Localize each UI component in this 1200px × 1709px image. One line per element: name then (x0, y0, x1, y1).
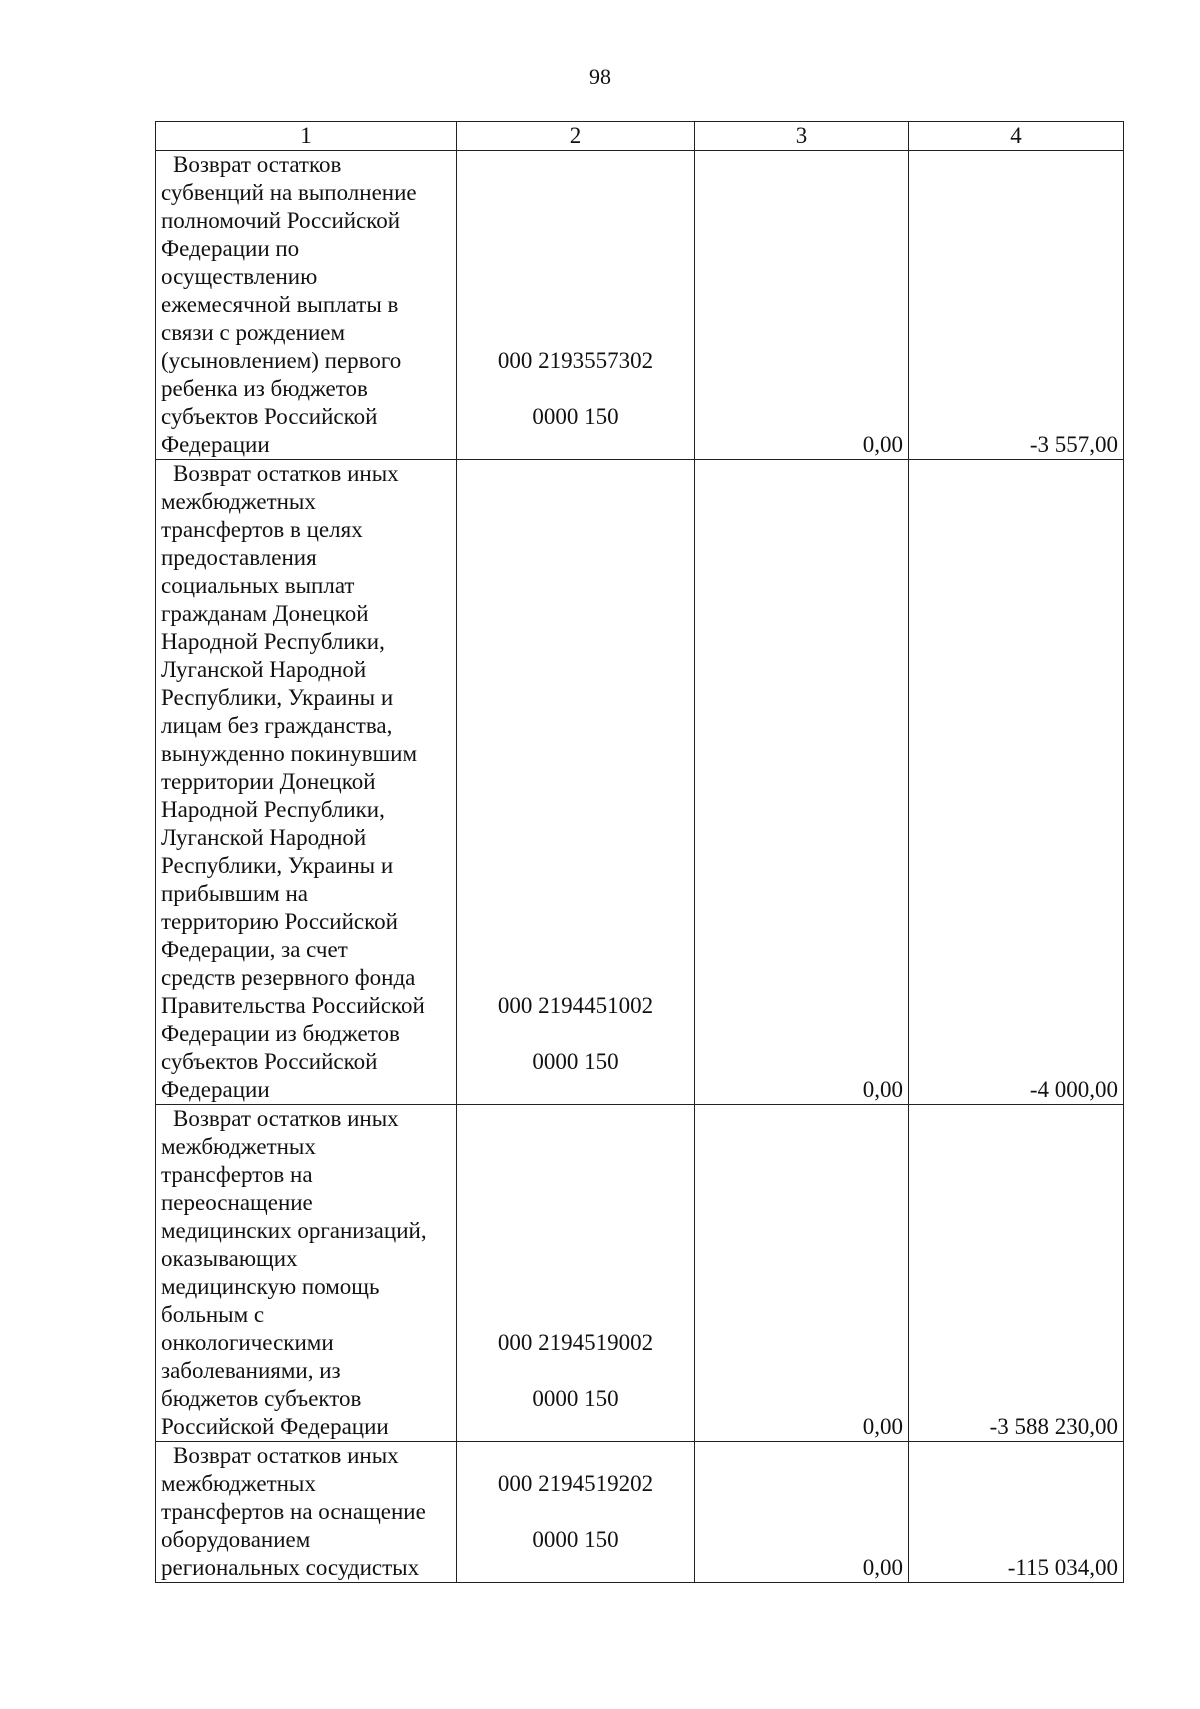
row-name-cell (156, 1105, 457, 1442)
code-line-1: 000 2193557302 (497, 348, 654, 373)
name-line: бюджетов субъектов (161, 1386, 362, 1411)
name-line: предоставления (161, 545, 317, 570)
row-col3-cell: 0,00 (695, 1105, 909, 1442)
name-line: трансфертов на (161, 1162, 313, 1187)
name-line: Правительства Российской (161, 993, 425, 1018)
name-line: заболеваниями, из (161, 1358, 341, 1383)
row-col3-cell: 0,00 (695, 151, 909, 460)
name-line: Федерации из бюджетов (161, 1021, 400, 1046)
code-line-2: 0000 150 (532, 1527, 619, 1552)
row-name-cell (156, 460, 457, 1105)
name-line: Федерации (161, 1077, 270, 1102)
table-row (156, 460, 1124, 1105)
code-line-1: 000 2194519202 (497, 1471, 654, 1496)
name-line: межбюджетных (161, 1471, 316, 1496)
name-line: лицам без гражданства, (161, 713, 393, 738)
column-header-3: 3 (695, 122, 909, 151)
row-col4-cell: -4 000,00 (909, 460, 1124, 1105)
name-line: Федерации по (161, 236, 300, 261)
name-line: Республики, Украины и (161, 853, 394, 878)
name-line: территорию Российской (161, 909, 398, 934)
name-line: связи с рождением (161, 320, 346, 345)
name-line: Возврат остатков (173, 152, 342, 177)
column-header-1: 1 (156, 122, 457, 151)
name-line: средств резервного фонда (161, 965, 416, 990)
row-name-cell (156, 151, 457, 460)
name-line: ребенка из бюджетов (161, 376, 368, 401)
page-number: 98 (589, 64, 611, 89)
name-line: Возврат остатков иных (173, 1106, 399, 1131)
row-code-cell (457, 1442, 695, 1583)
column-header-4: 4 (909, 122, 1124, 151)
name-line: субъектов Российской (161, 404, 378, 429)
name-line: социальных выплат (161, 573, 355, 598)
row-code-cell (457, 460, 695, 1105)
row-col3-cell: 0,00 (695, 1442, 909, 1583)
name-line: Народной Республики, (161, 629, 385, 654)
row-code-cell (457, 1105, 695, 1442)
name-line: прибывшим на (161, 881, 308, 906)
name-line: Возврат остатков иных (173, 461, 399, 486)
table-header-row (156, 122, 1124, 151)
table-row (156, 1442, 1124, 1583)
name-line: субвенций на выполнение (161, 180, 417, 205)
name-line: Луганской Народной (161, 825, 367, 850)
code-line-2: 0000 150 (532, 1386, 619, 1411)
name-line: Республики, Украины и (161, 685, 394, 710)
name-line: Федерации (161, 432, 270, 457)
code-line-1: 000 2194451002 (497, 993, 654, 1018)
name-line: территории Донецкой (161, 769, 376, 794)
name-line: Возврат остатков иных (173, 1443, 399, 1468)
name-line: Российской Федерации (161, 1414, 389, 1439)
name-line: межбюджетных (161, 1134, 316, 1159)
name-line: (усыновлением) первого (161, 348, 402, 373)
name-line: переоснащение (161, 1190, 313, 1215)
row-col4-cell: -3 588 230,00 (909, 1105, 1124, 1442)
name-line: субъектов Российской (161, 1049, 378, 1074)
code-line-1: 000 2194519002 (497, 1330, 654, 1355)
code-line-2: 0000 150 (532, 1049, 619, 1074)
name-line: ежемесячной выплаты в (161, 292, 399, 317)
row-col3-cell: 0,00 (695, 460, 909, 1105)
row-name-cell (156, 1442, 457, 1583)
name-line: медицинских организаций, (161, 1218, 427, 1243)
name-line: трансфертов в целях (161, 517, 363, 542)
name-line: Федерации, за счет (161, 937, 348, 962)
name-line: вынужденно покинувшим (161, 741, 418, 766)
name-line: полномочий Российской (161, 208, 401, 233)
name-line: Народной Республики, (161, 797, 385, 822)
name-line: медицинскую помощь (161, 1274, 380, 1299)
code-line-2: 0000 150 (532, 404, 619, 429)
name-line: трансфертов на оснащение (161, 1499, 426, 1524)
column-header-2: 2 (457, 122, 695, 151)
name-line: оказывающих (161, 1246, 298, 1271)
name-line: больным с (161, 1302, 265, 1327)
row-code-cell (457, 151, 695, 460)
name-line: оборудованием (161, 1527, 311, 1552)
name-line: онкологическими (161, 1330, 334, 1355)
name-line: Луганской Народной (161, 657, 367, 682)
name-line: гражданам Донецкой (161, 601, 369, 626)
name-line: региональных сосудистых (161, 1555, 420, 1580)
table-row (156, 1105, 1124, 1442)
table-row (156, 151, 1124, 460)
name-line: осуществлению (161, 264, 318, 289)
budget-table (155, 121, 1124, 1583)
row-col4-cell: -3 557,00 (909, 151, 1124, 460)
row-col4-cell: -115 034,00 (909, 1442, 1124, 1583)
table-body (156, 151, 1124, 1583)
name-line: межбюджетных (161, 489, 316, 514)
